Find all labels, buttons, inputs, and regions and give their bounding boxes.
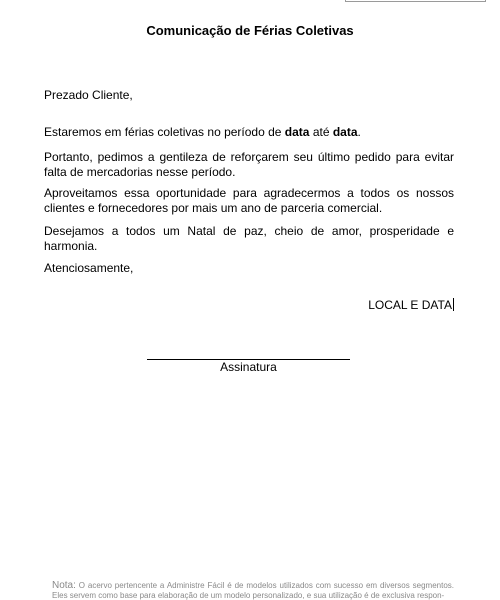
paragraph-orders: Portanto, pedimos a gentileza de reforçarem seu último pedido para evitar falta de mercadorias nesse período. xyxy=(44,150,454,179)
paragraph-thanks: Aproveitamos essa oportunidade para agradecermos a todos os nossos clientes e fornecedores por mais um ano de parceria comercial. xyxy=(44,186,454,215)
greeting: Prezado Cliente, xyxy=(44,88,133,102)
document-title: Comunicação de Férias Coletivas xyxy=(146,23,354,38)
closing: Atenciosamente, xyxy=(44,261,134,275)
date-start: data xyxy=(284,125,310,139)
paragraph-vacation-middle: até xyxy=(309,125,333,139)
paragraph-vacation-suffix: . xyxy=(357,125,361,139)
local-and-date xyxy=(368,298,454,313)
footer-note-label: Nota: xyxy=(52,580,76,591)
footer-note xyxy=(52,581,454,600)
text-cursor xyxy=(453,298,454,311)
date-end: data xyxy=(332,125,358,139)
paragraph-vacation-prefix: Estaremos em férias coletivas no período de xyxy=(44,125,285,139)
signature-label: Assinatura xyxy=(220,360,277,374)
paragraph-wishes: Desejamos a todos um Natal de paz, cheio de amor, prosperidade e harmonia. xyxy=(44,224,454,253)
paragraph-vacation-period xyxy=(44,125,454,140)
local-and-date-text: LOCAL E DATA xyxy=(368,298,452,312)
footer-note-text: O acervo pertencente a Administre Fácil é de modelos utilizados com sucesso em diversos segmentos. Eles servem como base para elaboração de um modelo personalizado, e sua utilização é de exclusiva respon- xyxy=(52,581,454,600)
